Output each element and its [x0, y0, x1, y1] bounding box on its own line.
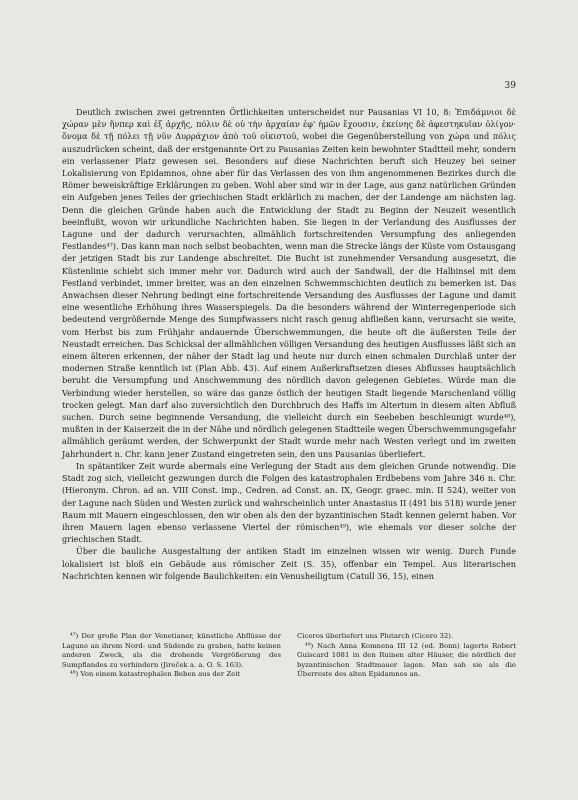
paragraph: Deutlich zwischen zwei getrennten Örtlichkeiten unterscheidet nur Pausanias VI 10, 8: Ἐπιδάμνιοι δὲ χώραν μὲν ἥνπερ καὶ ἐξ ἀρχῆς, πόλιν δὲ οὐ τὴν ἀρχαίαν ἐφ' ἡμῶν ἔχουσιν, ἐκείνης δὲ ἀφεστηκυῖαν ὀλίγον· ὄνομα δὲ τῇ πόλει τῇ νῦν Δυρράχιον ἀπὸ τοῦ οἰκιστοῦ, wobei die Gegenüberstellung von χώρα und πόλις auszudrücken scheint, daß der erstgenannte Ort zu Pausanias Zeiten kein bewohnter Stadtteil mehr, sondern ein verlassener Platz gewesen sei. Besonders auf diese Nachrichten beruft sich Heuzey bei seiner Lokalisierung von Epidamnos, ohne aber für das Verlassen des von ihm angenommenen Bezirkes durch die Römer beweiskräftige Erklärungen zu geben. Wohl aber sind wir in der Lage, aus ganz natürlichen Gründen ein Aufgeben jenes Teiles der griechischen Stadt erklärlich zu machen, der der Landenge am nächsten lag. Denn die gleichen Gründe haben auch die Entwicklung der Stadt zu Beginn der Neuzeit wesentlich beeinflußt, wovon wir urkundliche Nachrichten haben. Sie liegen in der Verlandung des Ausflusses der Lagune und der dadurch verursachten, allmählich fortschreitenden Versumpfung des anliegenden Festlandes⁴⁷). Das kann man noch selbst beobachten, wenn man die Strecke längs der Küste vom Ostausgang der jetzigen Stadt bis zur Landenge abschreitet. Die Bucht ist zunehmender Versandung ausgesetzt, die Küstenlinie schiebt sich immer mehr vor. Dadurch wird auch der Sandwall, der die Halbinsel mit dem Festland verbindet, immer breiter, was an den einzelnen Schwemmschichten deutlich zu bemerken ist. Das Anwachsen dieser Nehrung bedingt eine fortschreitende Versandung des Ausflusses der Lagune und damit eine wesentliche Erhöhung ihres Wasserspiegels. Da die besonders während der Winterregenperiode sich bedeutend vergrößernde Menge des Sumpfwassers nicht rasch genug abfließen kann, verursacht sie weite, vom Herbst bis zum Frühjahr andauernde Überschwemmungen, die heute oft die äußersten Teile der Neustadt erreichen. Das Schicksal der allmählichen völligen Versandung des heutigen Ausflusses läßt sich an einem älteren erkennen, der näher der Stadt lag und heute nur durch einen schmalen Durchlaß unter der modernen Straße kenntlich ist (Plan Abb. 43). Auf einem Außerkraftsetzen dieses Abflusses hauptsächlich beruht die Versumpfung und Anschwemmung des nördlich davon gelegenen Gebietes. Würde man die Verbindung wieder herstellen, so wäre das ganze östlich der heutigen Stadt liegende Marschenland völlig trocken gelegt. Man darf also zuversichtlich den Durchbruch des Haffs im Altertum in diesem alten Abfluß suchen. Durch seine beginnende Versandung, die vielleicht durch ein Seebeben beschleunigt wurde⁴⁸), mußten in der Kaiserzeit die in der Nähe und nördlich gelegenen Stadtteile wegen Überschwemmungsgefahr allmählich geräumt werden, der Schwerpunkt der Stadt wurde mehr nach Westen verlegt und im zweiten Jahrhundert n. Chr. kann jener Zustand eingetreten sein, den uns Pausanias überliefert. — [62, 107, 516, 459]
footnote-47: ⁴⁷) Der große Plan der Venetianer, künstliche Abflüsse der Lagune an ihrem Nord- und Südende zu graben, hatte keinen anderen Zweck, als die drohende Vergrößerung des Sumpflandes zu verhindern (Jireček a. a. O. S. 163). — [62, 632, 281, 669]
footnotes — [62, 632, 516, 680]
body-text — [62, 106, 516, 582]
paragraph: In spätantiker Zeit wurde abermals eine Verlegung der Stadt aus dem gleichen Grunde notwendig. Die Stadt zog sich, vielleicht gezwungen durch die Folgen des katastrophalen Erdbebens vom Jahre 346 n. Chr. (Hieronym. Chron. ad an. VIII Const. imp., Cedren. ad Const. an. IX, Geogr. graec. min. II 524), weiter von der Lagune nach Süden und Westen zurück und wahrscheinlich unter Anastasius II (491 bis 518) wurde jener Raum mit Mauern eingeschlossen, den wir oben als den der byzantinischen Stadt kennen gelernt haben. Vor ihren Mauern lagen ebenso verlassene Viertel der römischen⁴⁹), wie ehemals vor dieser solche der griechischen Stadt. — [62, 460, 516, 545]
footnotes-left-column — [62, 632, 281, 680]
footnote-48-continued: Ciceros überliefert uns Plutarch (Cicero 32). — [297, 632, 454, 640]
paragraph: Über die bauliche Ausgestaltung der antiken Stadt im einzelnen wissen wir wenig. Durch Funde lokalisiert ist bloß ein Gebäude aus römischer Zeit (S. 35), offenbar ein Tempel. Aus literarischen Nachrichten kennen wir folgende Baulichkeiten: ein Venusheiligtum (Catull 36, 15), einen — [62, 546, 516, 581]
footnote-49: ⁴⁹) Nach Anna Komnena III 12 (ed. Bonn) lagerte Robert Guiscard 1081 in den Ruinen alter Häuser, die nördlich der byzantinischen Stadtmauer lagen. Man sah sie als die Überreste des alten Epidamnos an. — [297, 641, 516, 679]
page-number: 39 — [504, 81, 516, 91]
footnotes-right-column — [297, 632, 516, 680]
footnote-48: ⁴⁸) Von einem katastrophalen Beben aus der Zeit — [70, 670, 241, 679]
